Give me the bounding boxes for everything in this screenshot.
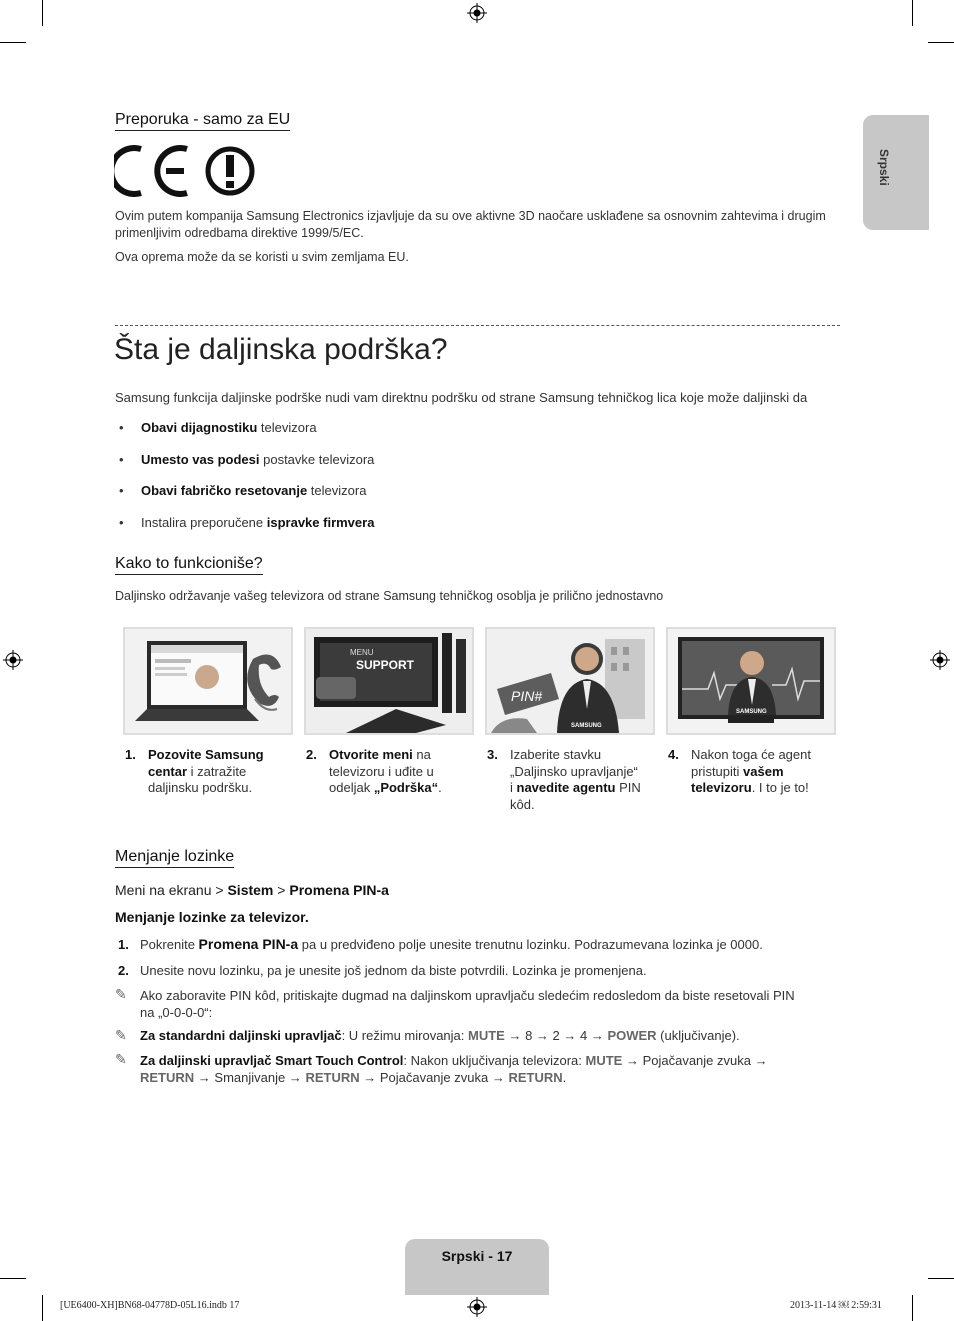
remote-intro: Samsung funkcija daljinske podrške nudi vam direktnu podršku od strane Samsung tehničkog lica koje može daljinski da (115, 390, 808, 405)
eu-usage: Ova oprema može da se koristi u svim zemljama EU. (115, 250, 409, 264)
page-number: Srpski - 17 (441, 1248, 513, 1264)
svg-text:SAMSUNG: SAMSUNG (736, 709, 767, 715)
footer-timestamp: 2013-11-14 ￼ 2:59:31 (790, 1300, 882, 1311)
section-divider (115, 325, 840, 326)
registration-mark-icon (3, 650, 23, 670)
how-heading: Kako to funkcioniše? (115, 555, 263, 575)
note-smart-touch-remote: Za daljinski upravljač Smart Touch Control: Nakon uključivanja televizora: MUTE → Pojačavanje zvuka → RETURN → Smanjivanje → RETURN → Pojačavanje zvuka → RETURN. (140, 1053, 768, 1085)
note-pencil-icon: ✎ (115, 986, 127, 1002)
menu-path: Meni na ekranu > Sistem > Promena PIN-a (115, 882, 389, 898)
page-number-tab (405, 1239, 549, 1295)
step-1-illustration (123, 627, 293, 735)
page-title: Šta je daljinska podrška? (114, 333, 448, 366)
svg-text:MENU: MENU (350, 648, 374, 657)
svg-text:PIN#: PIN# (511, 688, 543, 704)
eu-heading: Preporuka - samo za EU (115, 111, 290, 131)
crop-mark (928, 42, 954, 43)
crop-mark (0, 1278, 26, 1279)
note-pencil-icon: ✎ (115, 1051, 127, 1067)
side-tab-label: Srpski (877, 149, 891, 186)
note-forgot-pin: Ako zaboravite PIN kôd, pritiskajte dugmad na daljinskom upravljaču sledećim redosledom da biste resetovali PIN na „0-0-0-0“: (140, 988, 795, 1020)
registration-mark-icon (930, 650, 950, 670)
step-2-illustration (304, 627, 474, 735)
registration-mark-icon (467, 3, 487, 23)
list-item: • Umesto vas podesi postavke televizora (119, 452, 375, 467)
crop-mark (912, 1295, 913, 1321)
password-subheading: Menjanje lozinke za televizor. (115, 909, 309, 925)
password-step-2: 2. Unesite novu lozinku, pa je unesite još jednom da biste potvrdili. Lozinka je promenjena. (118, 963, 647, 978)
crop-mark (0, 42, 26, 43)
password-step-1: 1. Pokrenite Promena PIN-a pa u predviđeno polje unesite trenutnu lozinku. Podrazumevana lozinka je 0000. (118, 936, 763, 952)
svg-text:SUPPORT: SUPPORT (356, 658, 415, 672)
list-item: • Obavi dijagnostiku televizora (119, 420, 317, 435)
crop-mark (912, 0, 913, 26)
step-4-illustration (666, 627, 836, 735)
step-3-illustration (485, 627, 655, 735)
list-item: • Instalira preporučene ispravke firmvera (119, 515, 375, 530)
crop-mark (928, 1278, 954, 1279)
ce-mark-logo (114, 145, 260, 197)
registration-mark-icon (467, 1297, 487, 1317)
svg-text:SAMSUNG: SAMSUNG (571, 723, 602, 729)
password-heading: Menjanje lozinke (115, 848, 234, 868)
note-pencil-icon: ✎ (115, 1027, 127, 1043)
note-standard-remote: Za standardni daljinski upravljač: U režimu mirovanja: MUTE → 8 → 2 → 4 → POWER (uključivanje). (140, 1028, 740, 1043)
footer-file-info: [UE6400-XH]BN68-04778D-05L16.indb 17 (60, 1300, 240, 1311)
language-side-tab (863, 115, 929, 230)
crop-mark (42, 0, 43, 26)
crop-mark (42, 1295, 43, 1321)
how-intro: Daljinsko održavanje vašeg televizora od strane Samsung tehničkog osoblja je prilično jednostavno (115, 589, 664, 603)
eu-declaration: Ovim putem kompanija Samsung Electronics izjavljuje da su ove aktivne 3D naočare usklađene sa osnovnim zahtevima i drugim primenljivim odredbama direktive 1999/5/EC. (115, 209, 826, 240)
list-item: • Obavi fabričko resetovanje televizora (119, 483, 367, 498)
